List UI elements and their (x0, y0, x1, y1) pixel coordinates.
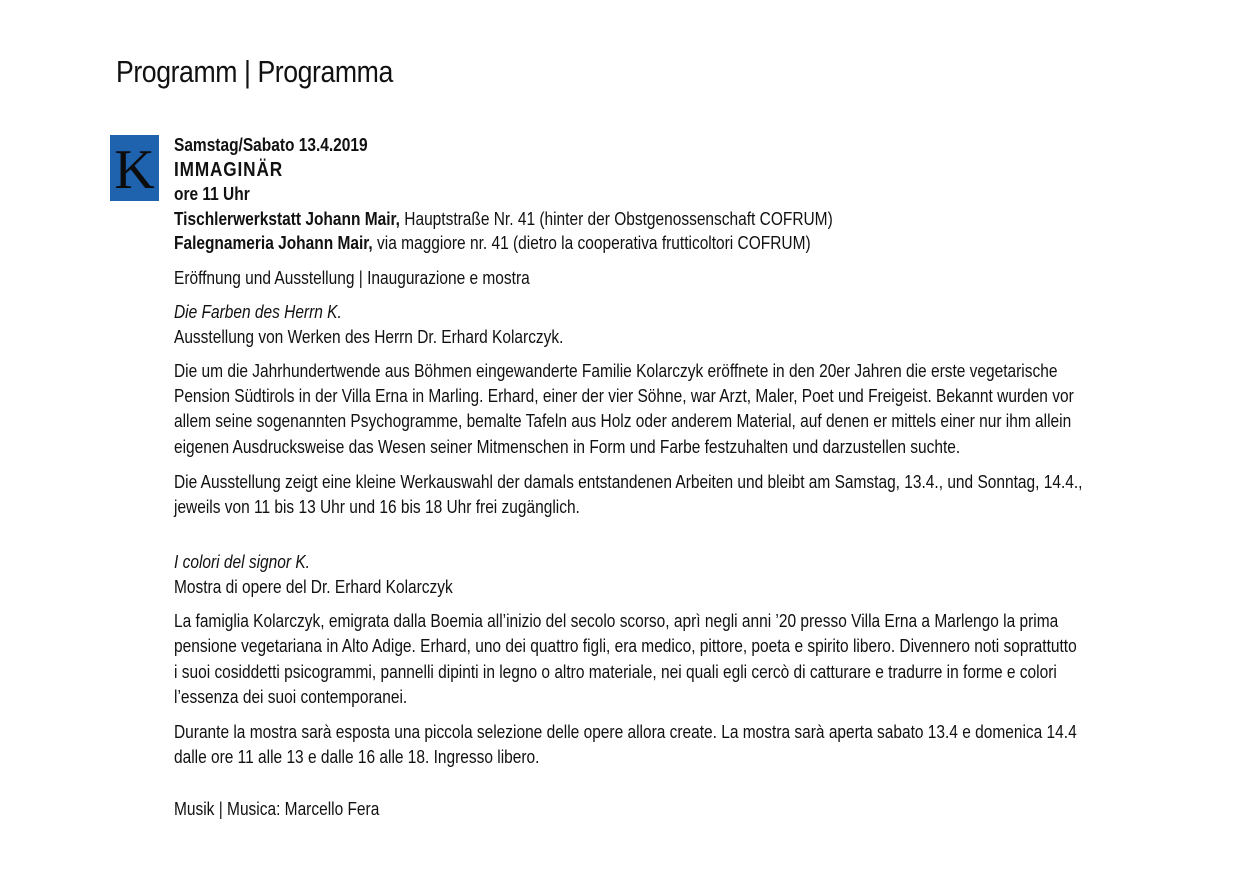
paragraph-line: eigenen Ausdrucksweise das Wesen seiner Mitmenschen in Form und Farbe festzuhalten und darzustellen suchte. (174, 436, 961, 457)
paragraph-line: Die um die Jahrhundertwende aus Böhmen eingewanderte Familie Kolarczyk eröffnete in den 20er Jahren die erste vegetarische (174, 361, 1058, 381)
venue-de (174, 207, 1129, 232)
badge-letter: K (114, 139, 155, 201)
paragraph-line: La famiglia Kolarczyk, emigrata dalla Boemia all’inizio del secolo scorso, aprì negli anni ’20 presso Villa Erna a Marlengo la prima (174, 611, 1059, 632)
german-paragraph-1 (174, 359, 1129, 460)
program-entry (174, 133, 1129, 822)
venue-it (174, 231, 1129, 256)
paragraph-line: allem seine sogenannten Psychogramme, bemalte Tafeln aus Holz oder anderem Material, auf denen er mittels einer nur ihm allein (174, 411, 1072, 432)
paragraph-line: i suoi cosiddetti psicogrammi, pannelli dipinti in legno o altro materiale, nei quali egli cercò di catturare e tradurre in forme e colori (174, 661, 1057, 682)
event-title: IMMAGINÄR (174, 158, 284, 181)
paragraph-line: pensione vegetariana in Alto Adige. Erhard, uno dei quattro figli, era medico, pittore, poeta e spirito libero. Divennero noti soprattutto (174, 636, 1077, 657)
paragraph-line: Die Ausstellung zeigt eine kleine Werkauswahl der damals entstandenen Arbeiten und bleibt am Samstag, 13.4., und Sonntag, 14.4., (174, 471, 1083, 492)
letter-badge (110, 135, 159, 201)
italian-paragraph-2 (174, 720, 1129, 770)
italian-paragraph-1 (174, 609, 1129, 710)
venue-it-address: via maggiore nr. 41 (dietro la cooperativa frutticoltori COFRUM) (372, 233, 811, 253)
german-subheading: Ausstellung von Werken des Herrn Dr. Erhard Kolarczyk. (174, 326, 564, 347)
italian-subheading: Mostra di opere del Dr. Erhard Kolarczyk (174, 576, 453, 597)
paragraph-line: dalle ore 11 alle 13 e dalle 16 alle 18. Ingresso libero. (174, 747, 540, 768)
venue-de-name: Tischlerwerkstatt Johann Mair, (174, 208, 400, 229)
paragraph-line: Pension Südtirols in der Villa Erna in Marling. Erhard, einer der vier Söhne, war Arzt, Maler, Poet und Freigeist. Bekannt wurden vor (174, 386, 1074, 407)
paragraph-line: l’essenza dei suoi contemporanei. (174, 686, 408, 707)
event-time: ore 11 Uhr (174, 184, 250, 204)
page-title: Programm | Programma (116, 54, 393, 89)
event-date: Samstag/Sabato 13.4.2019 (174, 135, 368, 155)
music-credit: Musik | Musica: Marcello Fera (174, 799, 380, 820)
venue-it-name: Falegnameria Johann Mair, (174, 233, 373, 253)
german-heading: Die Farben des Herrn K. (174, 302, 342, 322)
paragraph-line: jeweils von 11 bis 13 Uhr und 16 bis 18 Uhr frei zugänglich. (174, 497, 580, 518)
german-paragraph-2 (174, 470, 1129, 520)
venue-de-address: Hauptstraße Nr. 41 (hinter der Obstgenossenschaft COFRUM) (399, 208, 833, 229)
paragraph-line: Durante la mostra sarà esposta una piccola selezione delle opere allora create. La mostra sarà aperta sabato 13.4 e domenica 14.4 (174, 722, 1077, 743)
italian-heading: I colori del signor K. (174, 552, 310, 573)
event-type: Eröffnung und Ausstellung | Inaugurazione e mostra (174, 267, 530, 288)
